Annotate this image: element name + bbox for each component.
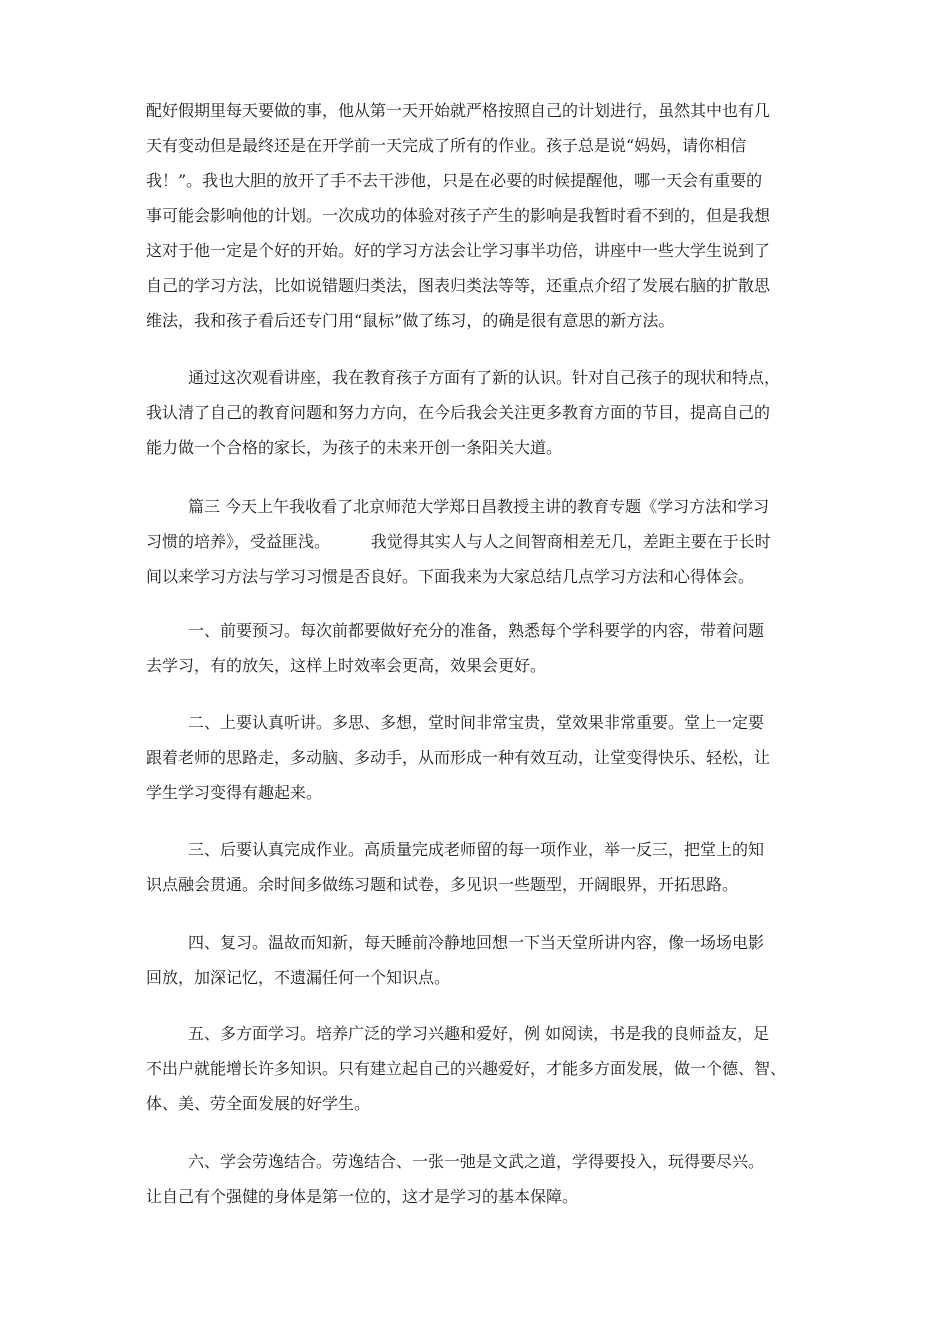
paragraph-point-two bbox=[146, 705, 826, 810]
paragraph-point-three bbox=[146, 832, 826, 902]
text-line: 四、复习。温故而知新，每天睡前冷静地回想一下当天堂所讲内容，像一场场电影 bbox=[188, 933, 765, 952]
text-line: 让自己有个强健的身体是第一位的，这才是学习的基本保障。 bbox=[146, 1187, 579, 1206]
text-line: 通过这次观看讲座，我在教育孩子方面有了新的认识。针对自己孩子的现状和特点， bbox=[188, 368, 781, 387]
text-line: 去学习，有的放矢，这样上时效率会更高，效果会更好。 bbox=[146, 656, 547, 675]
text-line: 体、美、劳全面发展的好学生。 bbox=[146, 1094, 371, 1113]
text-line: 维法，我和孩子看后还专门用“鼠标”做了练习，的确是很有意思的新方法。 bbox=[146, 311, 675, 330]
text-line: 六、学会劳逸结合。劳逸结合、一张一弛是文武之道，学得要投入，玩得要尽兴。 bbox=[188, 1152, 765, 1171]
text-line: 跟着老师的思路走，多动脑、多动手，从而形成一种有效互动，让堂变得快乐、轻松，让 bbox=[146, 748, 771, 767]
text-line: 事可能会影响他的计划。一次成功的体验对孩子产生的影响是我暂时看不到的，但是我想 bbox=[146, 206, 771, 225]
text-line: 自己的学习方法，比如说错题归类法，图表归类法等等，还重点介绍了发展右脑的扩散思 bbox=[146, 276, 771, 295]
text-line: 这对于他一定是个好的开始。好的学习方法会让学习事半功倍，讲座中一些大学生说到了 bbox=[146, 241, 771, 260]
paragraph-continuation bbox=[146, 93, 826, 338]
text-line: 识点融会贯通。余时间多做练习题和试卷，多见识一些题型，开阔眼界，开拓思路。 bbox=[146, 875, 739, 894]
text-line: 三、后要认真完成作业。高质量完成老师留的每一项作业，举一反三，把堂上的知 bbox=[188, 840, 765, 859]
text-line: 不出户就能增长许多知识。只有建立起自己的兴趣爱好，才能多方面发展，做一个德、智、 bbox=[146, 1059, 787, 1078]
text-line: 二、上要认真听讲。多思、多想，堂时间非常宝贵，堂效果非常重要。堂上一定要 bbox=[188, 713, 765, 732]
paragraph-point-four bbox=[146, 925, 826, 995]
paragraph-point-one bbox=[146, 613, 826, 683]
text-line: 一、前要预习。每次前都要做好充分的准备，熟悉每个学科要学的内容，带着问题 bbox=[188, 621, 765, 640]
paragraph-point-six bbox=[146, 1144, 826, 1214]
paragraph-reflection bbox=[146, 360, 826, 465]
text-line: 学生学习变得有趣起来。 bbox=[146, 783, 323, 802]
text-line: 我！”。我也大胆的放开了手不去干涉他，只是在必要的时候提醒他，哪一天会有重要的 bbox=[146, 171, 763, 190]
text-line: 篇三 今天上午我收看了北京师范大学郑日昌教授主讲的教育专题《学习方法和学习 bbox=[188, 497, 770, 516]
text-line: 配好假期里每天要做的事，他从第一天开始就严格按照自己的计划进行，虽然其中也有几 bbox=[146, 101, 771, 120]
text-line: 五、多方面学习。培养广泛的学习兴趣和爱好，例 如阅读，书是我的良师益友，足 bbox=[188, 1024, 770, 1043]
text-line: 能力做一个合格的家长，为孩子的未来开创一条阳关大道。 bbox=[146, 438, 563, 457]
text-line: 间以来学习方法与学习习惯是否良好。下面我来为大家总结几点学习方法和心得体会。 bbox=[146, 567, 755, 586]
paragraph-point-five bbox=[146, 1016, 826, 1121]
text-line: 习惯的培养》，受益匪浅。 我觉得其实人与人之间智商相差无几，差距主要在于长时 bbox=[146, 532, 771, 551]
text-line: 天有变动但是最终还是在开学前一天完成了所有的作业。孩子总是说“妈妈，请你相信 bbox=[146, 136, 747, 155]
text-line: 我认清了自己的教育问题和努力方向，在今后我会关注更多教育方面的节目，提高自己的 bbox=[146, 403, 771, 422]
text-line: 回放，加深记忆，不遗漏任何一个知识点。 bbox=[146, 968, 451, 987]
paragraph-section-three bbox=[146, 489, 826, 594]
